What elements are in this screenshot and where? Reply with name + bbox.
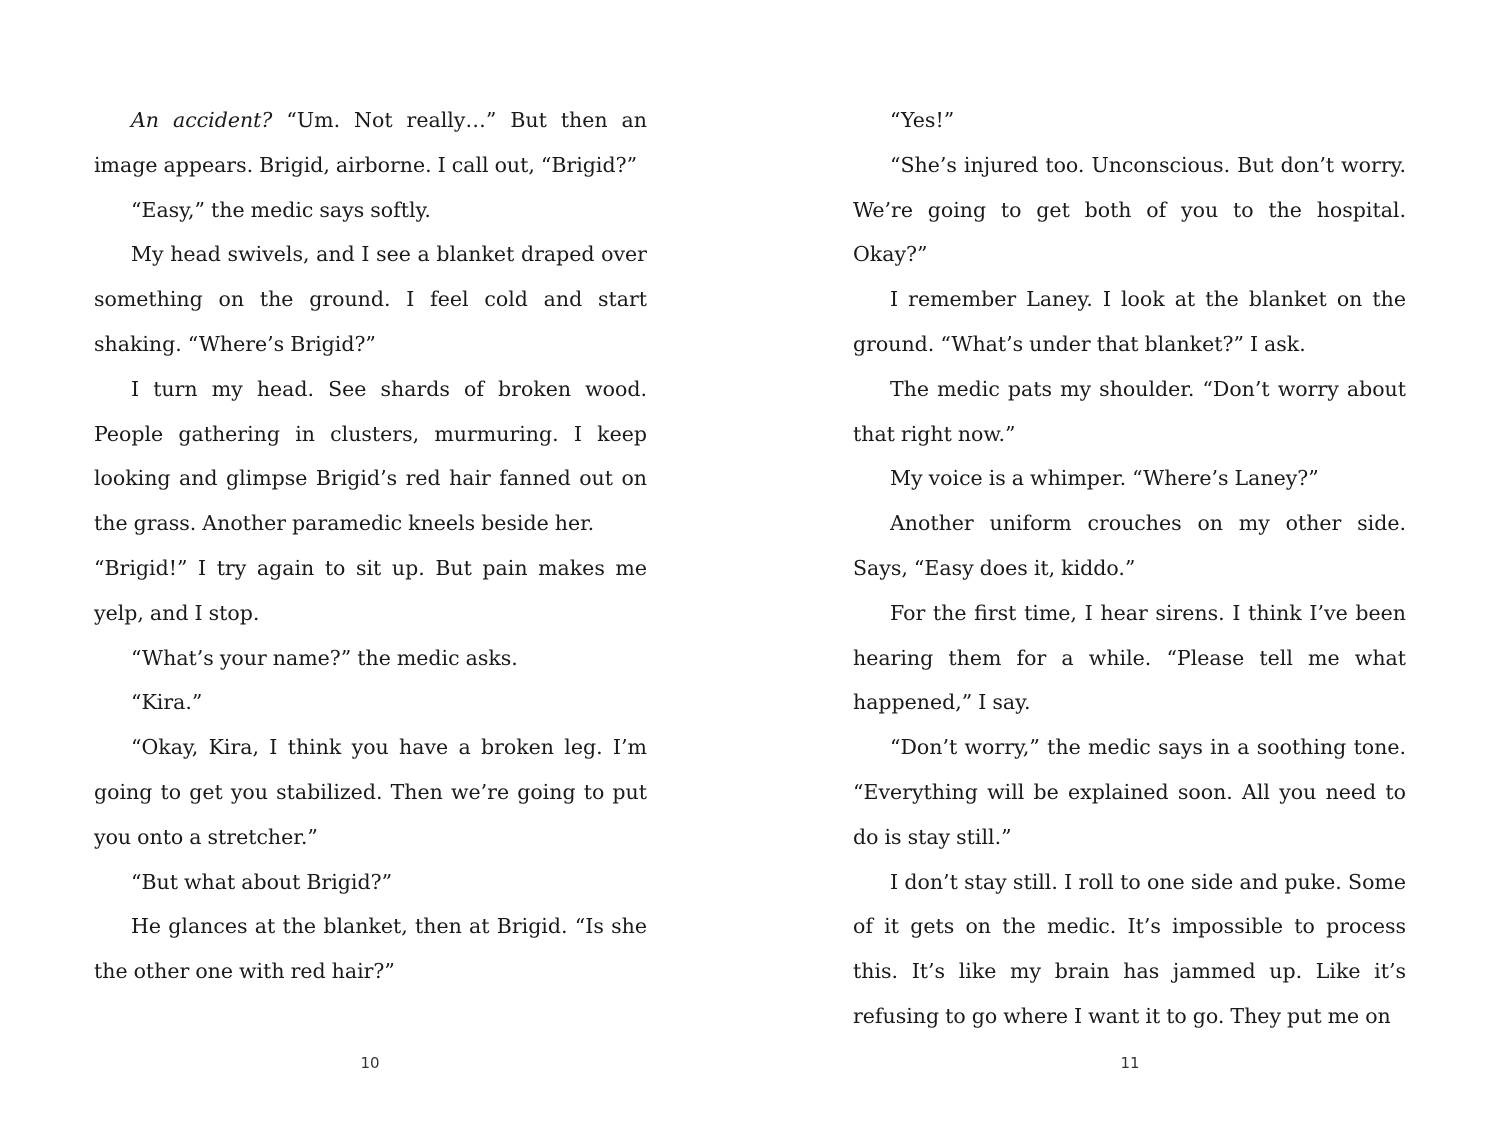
paragraph bbox=[94, 98, 647, 188]
right-page bbox=[853, 98, 1406, 1039]
paragraph: My head swivels, and I see a blanket draped over something on the ground. I feel cold and start shaking. “Where’s Brigid?” bbox=[94, 242, 647, 356]
paragraph: I don’t stay still. I roll to one side and puke. Some of it gets on the medic. It’s impossible to process this. It’s like my brain has jammed up. Like it’s refusing to go where I want it to go. They put me on bbox=[853, 869, 1406, 1028]
paragraph: He glances at the blanket, then at Brigid. “Is she the other one with red hair?” bbox=[94, 914, 647, 984]
page-number-left: 10 bbox=[360, 1054, 380, 1072]
paragraph: I remember Laney. I look at the blanket on the ground. “What’s under that blanket?” I ask. bbox=[853, 287, 1406, 356]
paragraph: “Don’t worry,” the medic says in a soothing tone. “Everything will be explained soon. All you need to do is stay still.” bbox=[853, 735, 1406, 849]
paragraph: For the first time, I hear sirens. I think I’ve been hearing them for a while. “Please tell me what happened,” I say. bbox=[853, 600, 1406, 715]
paragraph: I turn my head. See shards of broken wood. People gathering in clusters, murmuring. I keep looking and glimpse Brigid’s red hair fanned out on the grass. Another paramedic kneels beside her. bbox=[94, 376, 647, 536]
left-page bbox=[94, 98, 647, 994]
paragraph: My voice is a whimper. “Where’s Laney?” bbox=[890, 466, 1319, 491]
paragraph: “Yes!” bbox=[890, 108, 955, 132]
paragraph: Another uniform crouches on my other side. Says, “Easy does it, kiddo.” bbox=[853, 511, 1406, 580]
paragraph-text: “Um. Not really…” But then an image appears. Brigid, airborne. I call out, “Brigid?” bbox=[94, 108, 647, 177]
page-number-right: 11 bbox=[1120, 1054, 1140, 1072]
paragraph: “Brigid!” I try again to sit up. But pain makes me yelp, and I stop. bbox=[94, 555, 647, 625]
paragraph: The medic pats my shoulder. “Don’t worry about that right now.” bbox=[853, 376, 1406, 446]
paragraph: “She’s injured too. Unconscious. But don’t worry. We’re going to get both of you to the hospital. Okay?” bbox=[853, 152, 1406, 267]
paragraph: “Okay, Kira, I think you have a broken leg. I’m going to get you stabilized. Then we’re going to put you onto a stretcher.” bbox=[94, 735, 647, 849]
paragraph: “What’s your name?” the medic asks. bbox=[131, 645, 518, 670]
italic-phrase: An accident? bbox=[131, 108, 273, 132]
paragraph: “But what about Brigid?” bbox=[131, 869, 393, 894]
paragraph: “Kira.” bbox=[131, 690, 203, 715]
paragraph: “Easy,” the medic says softly. bbox=[131, 197, 431, 222]
